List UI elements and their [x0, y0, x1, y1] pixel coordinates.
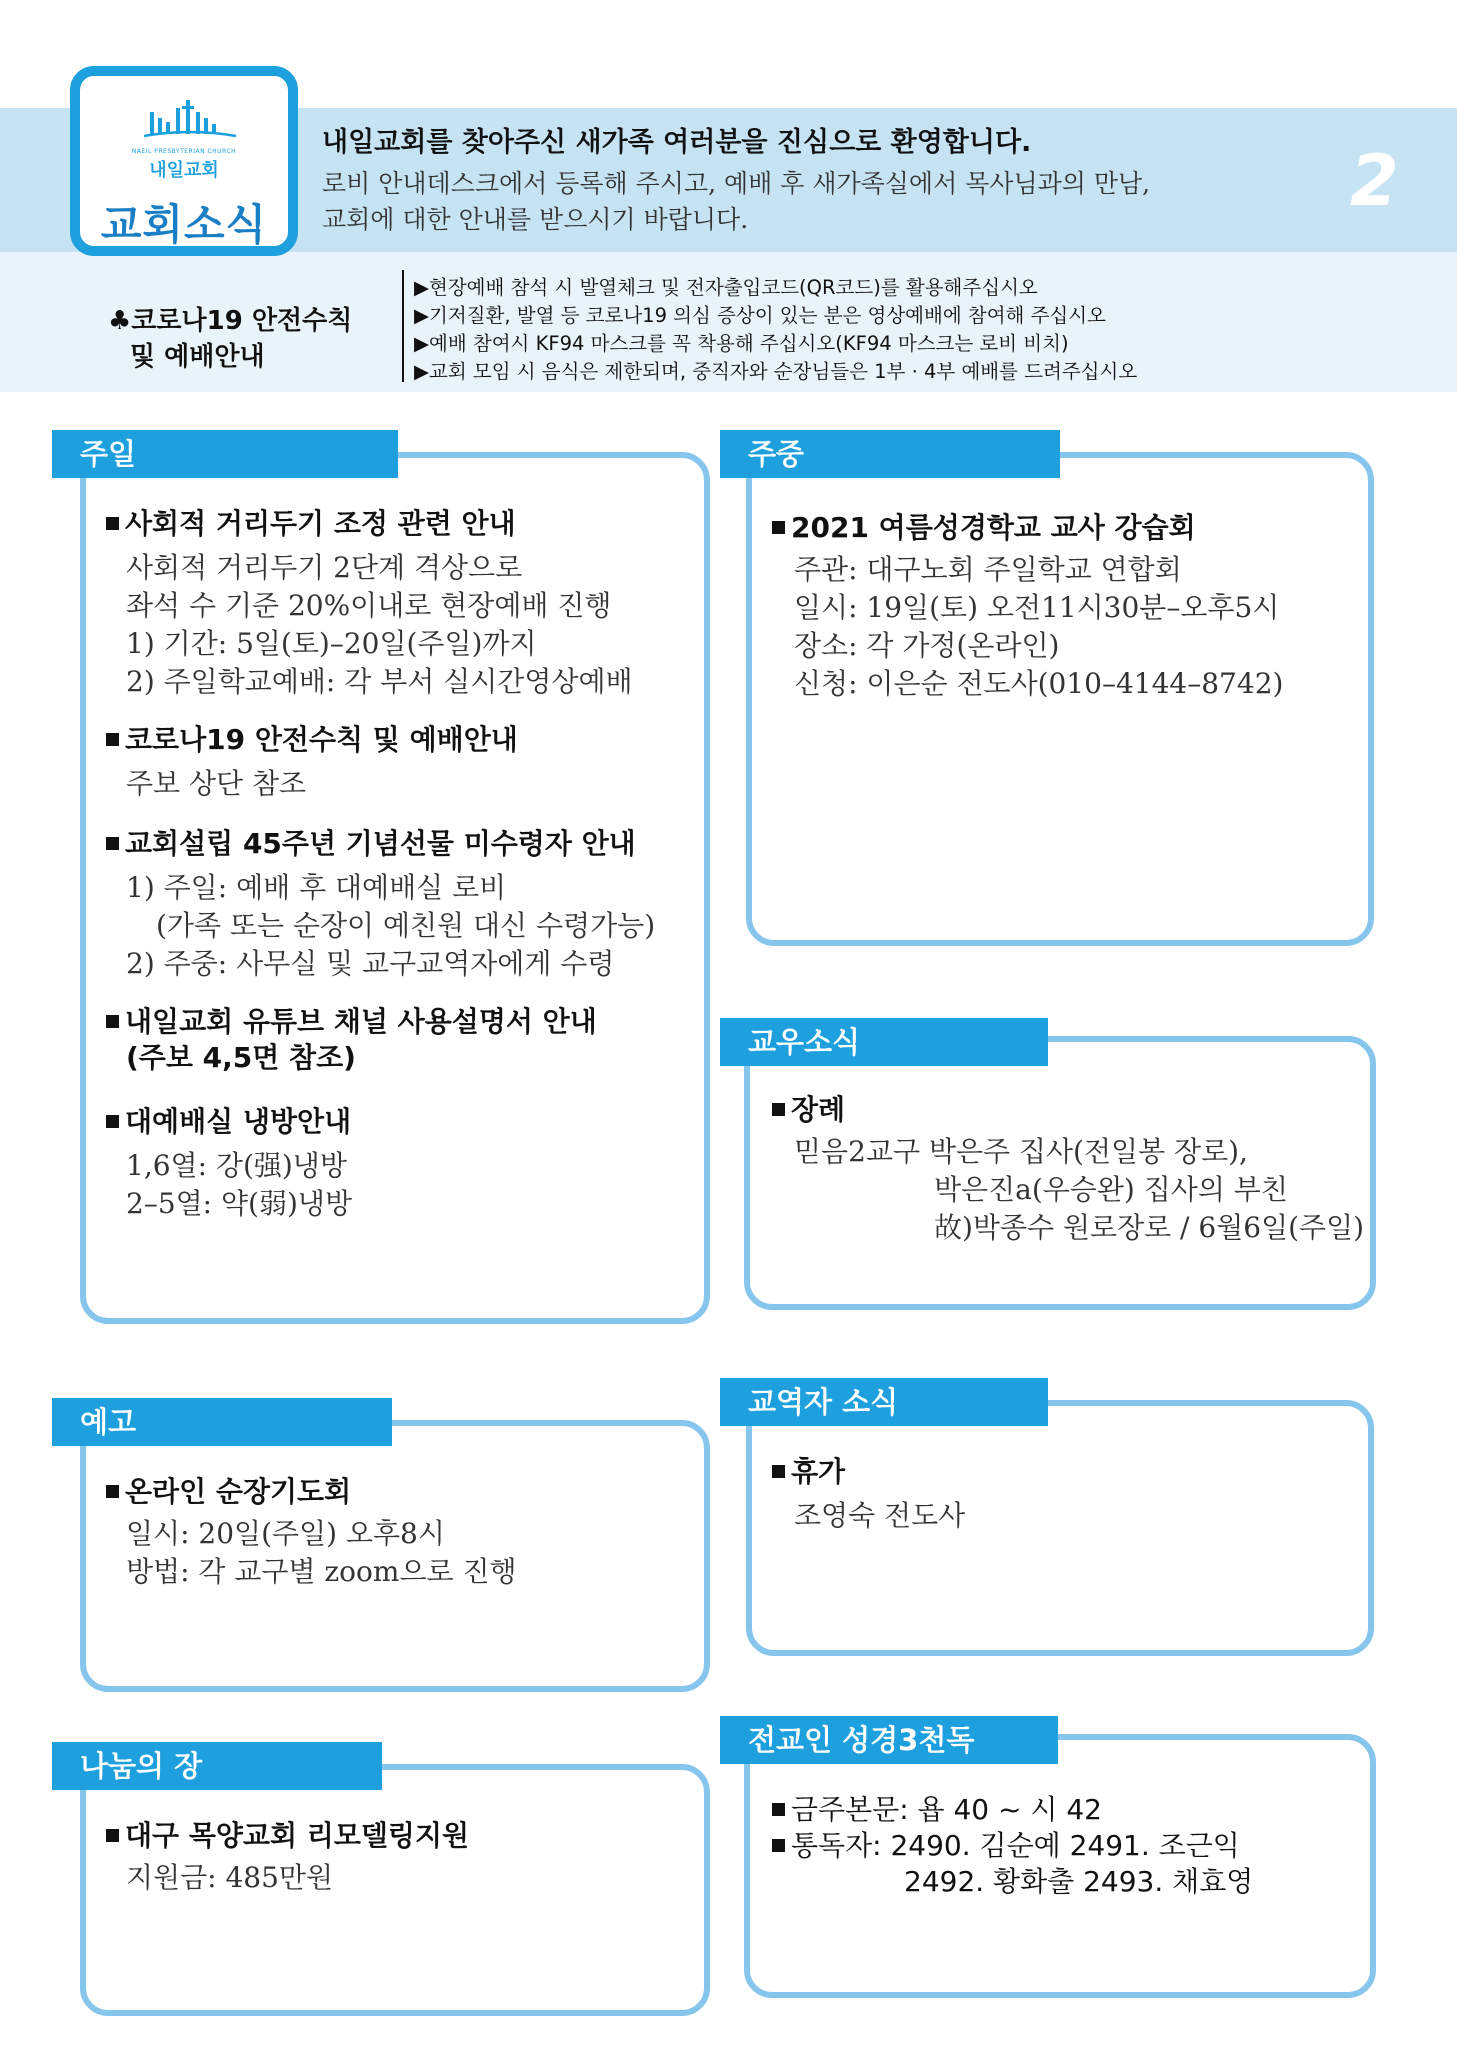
- members-item-line: 故)박종수 원로장로 / 6월6일(주일): [934, 1211, 1365, 1244]
- logo-box: [70, 66, 298, 256]
- weekday-item-line: 신청: 이은순 전도사(010–4144–8742): [794, 667, 1284, 700]
- weekday-item-line: 장소: 각 가정(온라인): [794, 629, 1060, 662]
- covid-line: ▶교회 모임 시 음식은 제한되며, 중직자와 순장님들은 1부 · 4부 예배를 드려주십시오: [414, 360, 1138, 383]
- sharing-item-title: 대구 목양교회 리모델링지원: [106, 1814, 469, 1854]
- section-title: 교회소식: [100, 200, 268, 249]
- weekday-item-line: 주관: 대구노회 주일학교 연합회: [794, 553, 1182, 586]
- bible-reading: 금주본문: 욥 40 ~ 시 42: [772, 1788, 1102, 1828]
- members-item-line: 믿음2교구 박은주 집사(전일봉 장로),: [794, 1135, 1248, 1168]
- sunday-item-line: 2) 주중: 사무실 및 교구교역자에게 수령: [126, 947, 615, 980]
- sunday-item-line: 2) 주일학교예배: 각 부서 실시간영상예배: [126, 665, 633, 698]
- notice-item-line: 일시: 20일(주일) 오후8시: [126, 1517, 445, 1550]
- bullet-icon: [106, 1485, 119, 1498]
- bullet-icon: [772, 1839, 785, 1852]
- tab-weekday: 주중: [720, 430, 1060, 478]
- weekday-item-title: 2021 여름성경학교 교사 강습회: [772, 506, 1196, 546]
- sunday-item-line: 좌석 수 기준 20%이내로 현장예배 진행: [126, 589, 612, 622]
- sunday-item-title: 내일교회 유튜브 채널 사용설명서 안내: [106, 1000, 597, 1040]
- bullet-icon: [106, 517, 119, 530]
- members-item-title: 장례: [772, 1088, 845, 1128]
- sunday-item-title-2: (주보 4,5면 참조): [126, 1041, 356, 1074]
- tab-sharing: 나눔의 장: [52, 1742, 382, 1790]
- sunday-item-title: 교회설립 45주년 기념선물 미수령자 안내: [106, 822, 636, 862]
- page-number: 2: [1350, 140, 1399, 222]
- bible-readers: 통독자: 2490. 김순예 2491. 조근익: [772, 1824, 1240, 1864]
- bullet-icon: [106, 837, 119, 850]
- sunday-item-title: 사회적 거리두기 조정 관련 안내: [106, 502, 516, 542]
- tab-bible: 전교인 성경3천독: [720, 1716, 1058, 1764]
- covid-line: ▶현장예배 참석 시 발열체크 및 전자출입코드(QR코드)를 활용해주십시오: [414, 276, 1038, 299]
- staff-item-line: 조영숙 전도사: [794, 1499, 966, 1532]
- welcome-line-2: 교회에 대한 안내를 받으시기 바랍니다.: [322, 205, 749, 234]
- tab-members: 교우소식: [720, 1018, 1048, 1066]
- sunday-item-line: 1) 주일: 예배 후 대예배실 로비: [126, 871, 507, 904]
- covid-title-2: 및 예배안내: [130, 342, 265, 372]
- covid-title: ♣코로나19 안전수칙: [108, 306, 353, 336]
- bullet-icon: [106, 1115, 119, 1128]
- staff-item-title: 휴가: [772, 1450, 845, 1490]
- sunday-item-line: 1,6열: 강(强)냉방: [126, 1149, 347, 1182]
- bullet-icon: [772, 1103, 785, 1116]
- notice-item-line: 방법: 각 교구별 zoom으로 진행: [126, 1555, 517, 1588]
- sunday-item-line: 사회적 거리두기 2단계 격상으로: [126, 551, 523, 584]
- bullet-icon: [772, 521, 785, 534]
- sharing-item-line: 지원금: 485만원: [126, 1861, 334, 1894]
- weekday-item-line: 일시: 19일(토) 오전11시30분–오후5시: [794, 591, 1280, 624]
- sunday-item-line: (가족 또는 순장이 예친원 대신 수령가능): [156, 909, 656, 942]
- welcome-title: 내일교회를 찾아주신 새가족 여러분을 진심으로 환영합니다.: [322, 127, 1032, 158]
- church-logo-icon: [140, 98, 240, 144]
- bible-readers-2: 2492. 황화출 2493. 채효영: [904, 1865, 1254, 1898]
- tab-sunday: 주일: [52, 430, 398, 478]
- covid-line: ▶예배 참여시 KF94 마스크를 꼭 착용해 주십시오(KF94 마스크는 로비 비치): [414, 332, 1069, 355]
- tab-notice: 예고: [52, 1398, 392, 1446]
- sunday-item-line: 2–5열: 약(弱)냉방: [126, 1187, 353, 1220]
- sunday-item-line: 1) 기간: 5일(토)–20일(주일)까지: [126, 627, 537, 660]
- sunday-item-title: 대예배실 냉방안내: [106, 1100, 351, 1140]
- tab-staff: 교역자 소식: [720, 1378, 1048, 1426]
- welcome-line-1: 로비 안내데스크에서 등록해 주시고, 예배 후 새가족실에서 목사님과의 만남,: [322, 169, 1151, 198]
- covid-line: ▶기저질환, 발열 등 코로나19 의심 증상이 있는 분은 영상예배에 참여해 주십시오: [414, 304, 1106, 327]
- sunday-item-line: 주보 상단 참조: [126, 767, 307, 800]
- logo-subtitle: NAEIL PRESBYTERIAN CHURCH: [131, 148, 237, 155]
- members-item-line: 박은진a(우승완) 집사의 부친: [934, 1173, 1288, 1206]
- bullet-icon: [106, 1015, 119, 1028]
- bullet-icon: [106, 1829, 119, 1842]
- sunday-item-title: 코로나19 안전수칙 및 예배안내: [106, 718, 518, 758]
- notice-item-title: 온라인 순장기도회: [106, 1470, 351, 1510]
- divider: [402, 270, 404, 382]
- bullet-icon: [772, 1803, 785, 1816]
- bullet-icon: [772, 1465, 785, 1478]
- logo-name: 내일교회: [149, 160, 219, 181]
- bullet-icon: [106, 733, 119, 746]
